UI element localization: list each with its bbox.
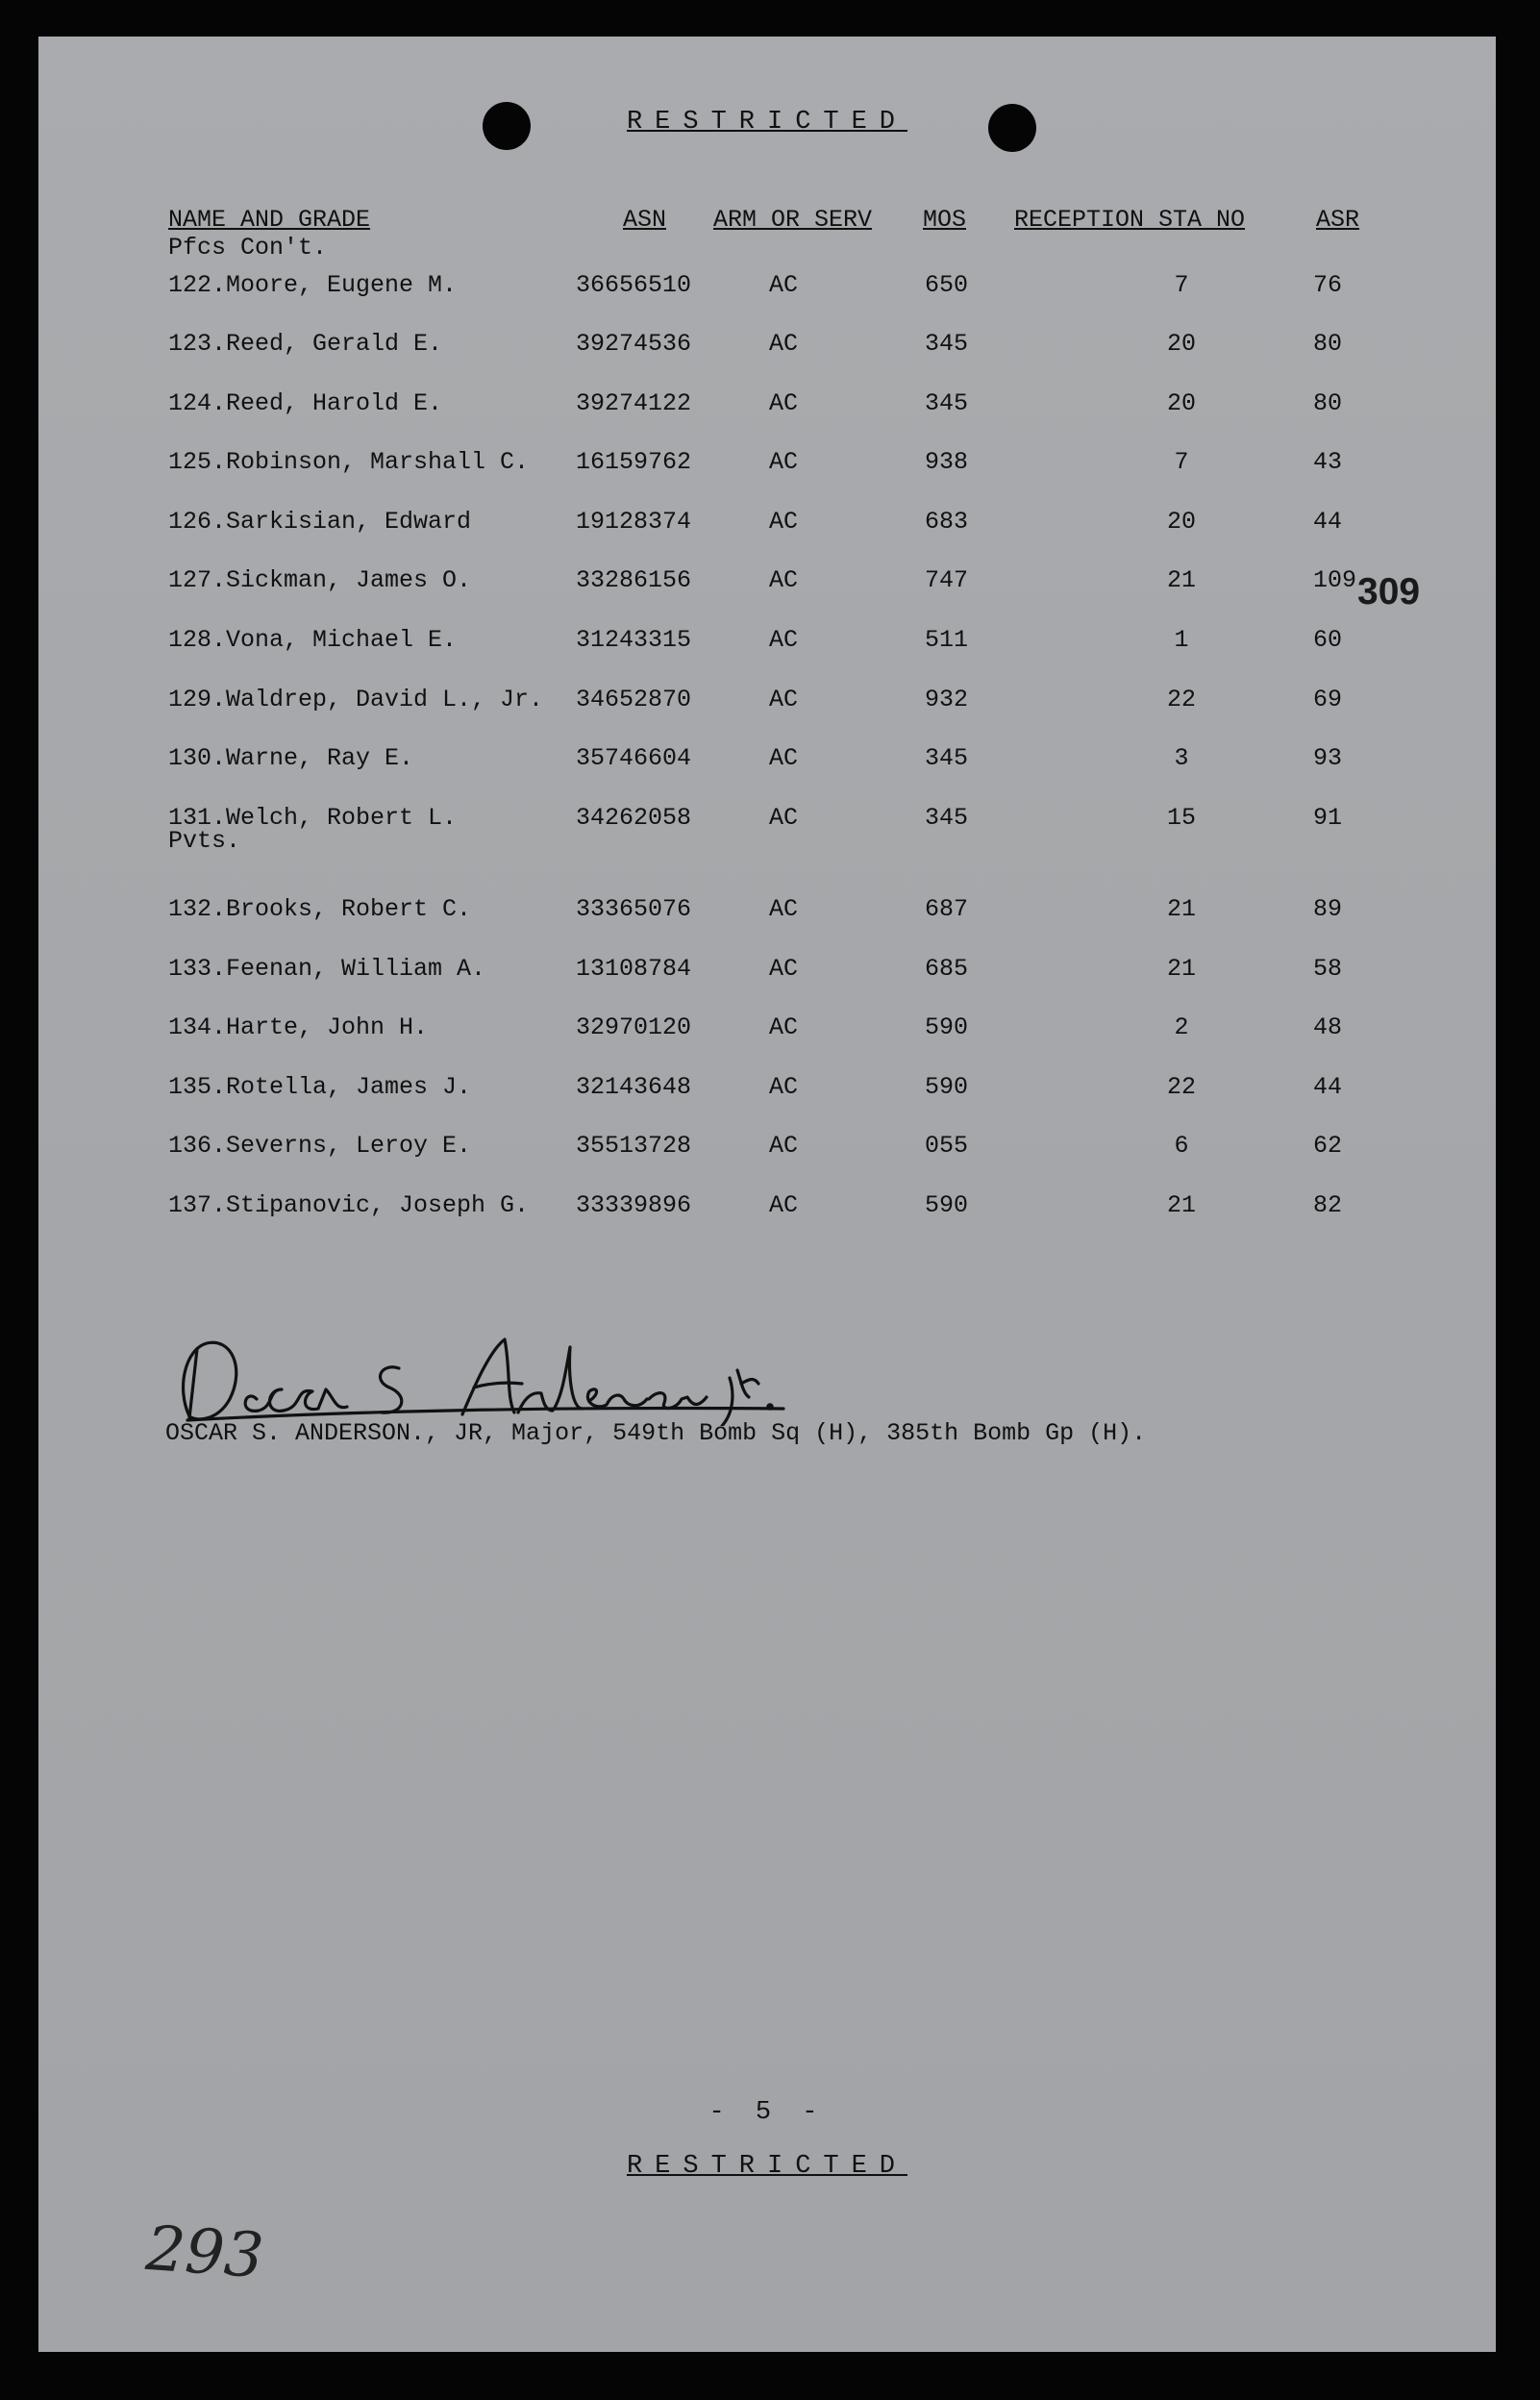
cell-asn: 36656510 bbox=[576, 271, 692, 299]
table-row bbox=[38, 1013, 1496, 1042]
cell-arm: AC bbox=[769, 271, 799, 299]
group-heading-pvts: Pvts. bbox=[168, 827, 241, 855]
table-row bbox=[38, 804, 1496, 833]
cell-asr: 60 bbox=[1313, 626, 1343, 654]
cell-mos: 685 bbox=[925, 955, 969, 983]
cell-asr: 82 bbox=[1313, 1191, 1343, 1219]
cell-mos: 055 bbox=[925, 1132, 969, 1160]
cell-station: 22 bbox=[1166, 686, 1196, 713]
cell-arm: AC bbox=[769, 686, 799, 713]
cell-arm: AC bbox=[769, 955, 799, 983]
cell-name: 131.Welch, Robert L. bbox=[168, 804, 458, 832]
cell-asn: 34652870 bbox=[576, 686, 692, 713]
cell-mos: 747 bbox=[925, 566, 969, 594]
cell-name: 128.Vona, Michael E. bbox=[168, 626, 458, 654]
cell-station: 20 bbox=[1166, 330, 1196, 358]
cell-asr: 62 bbox=[1313, 1132, 1343, 1160]
cell-asn: 34262058 bbox=[576, 804, 692, 832]
cell-arm: AC bbox=[769, 1013, 799, 1041]
cell-name: 137.Stipanovic, Joseph G. bbox=[168, 1191, 530, 1219]
cell-arm: AC bbox=[769, 330, 799, 358]
column-header-mos: MOS bbox=[923, 206, 967, 234]
cell-asr: 48 bbox=[1313, 1013, 1343, 1041]
cell-station: 21 bbox=[1166, 566, 1196, 594]
cell-name: 133.Feenan, William A. bbox=[168, 955, 486, 983]
cell-asr: 80 bbox=[1313, 389, 1343, 417]
cell-station: 20 bbox=[1166, 508, 1196, 536]
cell-arm: AC bbox=[769, 1191, 799, 1219]
cell-asn: 16159762 bbox=[576, 448, 692, 476]
cell-asr: 91 bbox=[1313, 804, 1343, 832]
cell-mos: 683 bbox=[925, 508, 969, 536]
cell-station: 21 bbox=[1166, 955, 1196, 983]
cell-asr: 58 bbox=[1313, 955, 1343, 983]
cell-arm: AC bbox=[769, 1073, 799, 1101]
cell-name: 136.Severns, Leroy E. bbox=[168, 1132, 472, 1160]
cell-arm: AC bbox=[769, 895, 799, 923]
table-row bbox=[38, 744, 1496, 773]
cell-name: 124.Reed, Harold E. bbox=[168, 389, 443, 417]
footer-classification: RESTRICTED bbox=[626, 2152, 908, 2181]
cell-station: 2 bbox=[1174, 1013, 1189, 1041]
cell-asr: 76 bbox=[1313, 271, 1343, 299]
table-row bbox=[38, 1132, 1496, 1161]
cell-mos: 687 bbox=[925, 895, 969, 923]
table-row bbox=[38, 508, 1496, 537]
cell-arm: AC bbox=[769, 566, 799, 594]
table-row bbox=[38, 566, 1496, 595]
cell-arm: AC bbox=[769, 626, 799, 654]
cell-name: 127.Sickman, James O. bbox=[168, 566, 472, 594]
table-row bbox=[38, 330, 1496, 359]
cell-asr: 69 bbox=[1313, 686, 1343, 713]
table-row bbox=[38, 686, 1496, 714]
cell-name: 130.Warne, Ray E. bbox=[168, 744, 414, 772]
cell-mos: 511 bbox=[925, 626, 969, 654]
cell-asr: 93 bbox=[1313, 744, 1343, 772]
cell-mos: 590 bbox=[925, 1073, 969, 1101]
cell-name: 125.Robinson, Marshall C. bbox=[168, 448, 530, 476]
cell-asn: 33339896 bbox=[576, 1191, 692, 1219]
cell-asn: 32143648 bbox=[576, 1073, 692, 1101]
cell-mos: 650 bbox=[925, 271, 969, 299]
cell-arm: AC bbox=[769, 448, 799, 476]
cell-arm: AC bbox=[769, 744, 799, 772]
cell-mos: 590 bbox=[925, 1191, 969, 1219]
cell-station: 21 bbox=[1166, 895, 1196, 923]
cell-asr: 109 bbox=[1313, 566, 1357, 594]
column-header-asn: ASN bbox=[623, 206, 667, 234]
group-heading-pfcs: Pfcs Con't. bbox=[168, 234, 328, 262]
cell-asn: 33286156 bbox=[576, 566, 692, 594]
cell-asn: 32970120 bbox=[576, 1013, 692, 1041]
column-header-asr: ASR bbox=[1316, 206, 1360, 234]
cell-asr: 44 bbox=[1313, 508, 1343, 536]
cell-station: 20 bbox=[1166, 389, 1196, 417]
table-row bbox=[38, 448, 1496, 477]
cell-asr: 80 bbox=[1313, 330, 1343, 358]
signature-block: OSCAR S. ANDERSON., JR, Major, 549th Bomb Sq (H), 385th Bomb Gp (H). bbox=[165, 1419, 1147, 1447]
cell-station: 3 bbox=[1174, 744, 1189, 772]
column-header-arm: ARM OR SERV bbox=[713, 206, 873, 234]
cell-station: 7 bbox=[1174, 448, 1189, 476]
header-classification: RESTRICTED bbox=[626, 108, 908, 137]
page-number: - 5 - bbox=[708, 2098, 826, 2127]
cell-asr: 89 bbox=[1313, 895, 1343, 923]
table-row bbox=[38, 389, 1496, 418]
cell-name: 123.Reed, Gerald E. bbox=[168, 330, 443, 358]
table-row bbox=[38, 626, 1496, 655]
cell-asn: 19128374 bbox=[576, 508, 692, 536]
document-page bbox=[38, 37, 1496, 2352]
cell-mos: 345 bbox=[925, 804, 969, 832]
cell-asn: 39274536 bbox=[576, 330, 692, 358]
cell-name: 134.Harte, John H. bbox=[168, 1013, 429, 1041]
cell-station: 1 bbox=[1174, 626, 1189, 654]
cell-asn: 31243315 bbox=[576, 626, 692, 654]
signature bbox=[168, 1330, 860, 1426]
cell-mos: 345 bbox=[925, 744, 969, 772]
cell-asn: 13108784 bbox=[576, 955, 692, 983]
cell-asn: 33365076 bbox=[576, 895, 692, 923]
cell-name: 135.Rotella, James J. bbox=[168, 1073, 472, 1101]
cell-mos: 345 bbox=[925, 330, 969, 358]
cell-name: 122.Moore, Eugene M. bbox=[168, 271, 458, 299]
cell-asn: 39274122 bbox=[576, 389, 692, 417]
cell-asr: 43 bbox=[1313, 448, 1343, 476]
cell-asr: 44 bbox=[1313, 1073, 1343, 1101]
cell-asn: 35746604 bbox=[576, 744, 692, 772]
cell-station: 21 bbox=[1166, 1191, 1196, 1219]
cell-arm: AC bbox=[769, 1132, 799, 1160]
cell-station: 7 bbox=[1174, 271, 1189, 299]
cell-name: 129.Waldrep, David L., Jr. bbox=[168, 686, 544, 713]
cell-mos: 938 bbox=[925, 448, 969, 476]
cell-name: 126.Sarkisian, Edward bbox=[168, 508, 472, 536]
column-header-name: NAME AND GRADE bbox=[168, 206, 371, 234]
cell-station: 22 bbox=[1166, 1073, 1196, 1101]
cell-arm: AC bbox=[769, 508, 799, 536]
cell-name: 132.Brooks, Robert C. bbox=[168, 895, 472, 923]
table-row bbox=[38, 1073, 1496, 1102]
cell-mos: 932 bbox=[925, 686, 969, 713]
cell-mos: 590 bbox=[925, 1013, 969, 1041]
handwritten-page-number: 293 bbox=[143, 2212, 266, 2293]
table-row bbox=[38, 271, 1496, 300]
table-row bbox=[38, 955, 1496, 984]
cell-station: 15 bbox=[1166, 804, 1196, 832]
cell-arm: AC bbox=[769, 389, 799, 417]
column-header-station: RECEPTION STA NO bbox=[1014, 206, 1246, 234]
cell-arm: AC bbox=[769, 804, 799, 832]
margin-note: 309 bbox=[1357, 571, 1421, 612]
cell-mos: 345 bbox=[925, 389, 969, 417]
cell-asn: 35513728 bbox=[576, 1132, 692, 1160]
table-row bbox=[38, 1191, 1496, 1220]
table-row bbox=[38, 895, 1496, 924]
cell-station: 6 bbox=[1174, 1132, 1189, 1160]
